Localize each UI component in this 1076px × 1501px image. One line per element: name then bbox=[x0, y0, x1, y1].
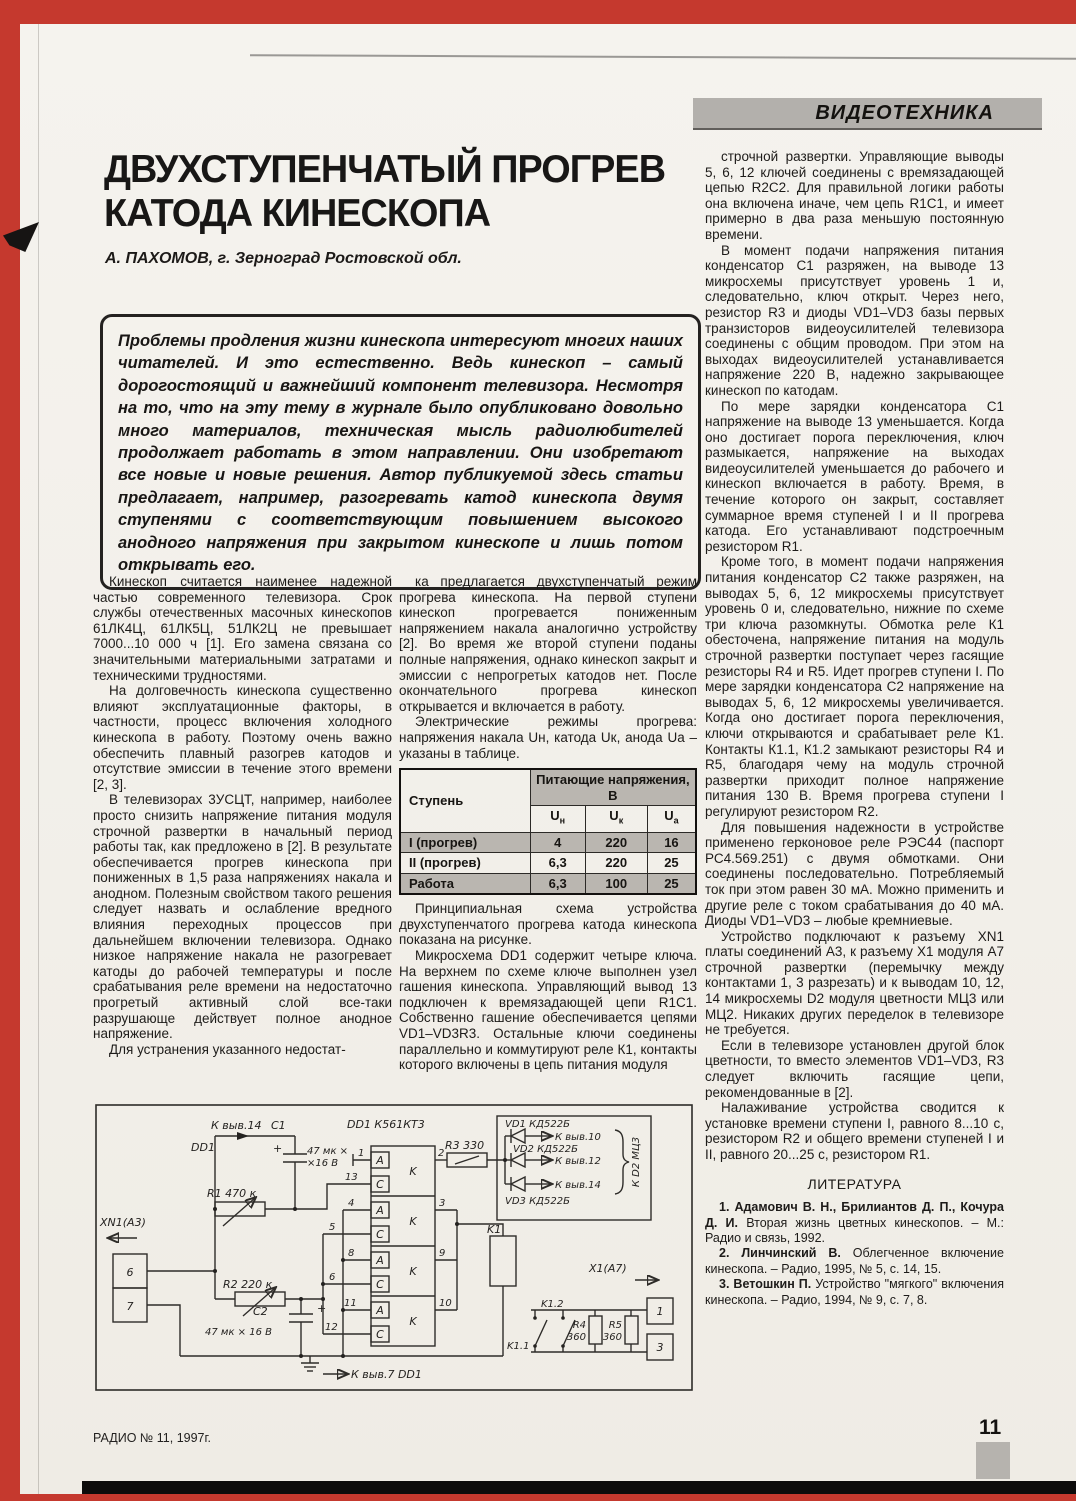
sch-label: C bbox=[376, 1228, 384, 1241]
sch-label: R2 220 к bbox=[223, 1278, 273, 1291]
sch-label: + bbox=[273, 1142, 283, 1155]
sch-label: ×16 В bbox=[307, 1158, 339, 1169]
page-fold-line bbox=[38, 24, 39, 1494]
table-row: Работа 6,3 100 25 bbox=[400, 873, 696, 894]
sch-pin: 1 bbox=[358, 1148, 365, 1159]
paragraph: Для повышения надежности в устройстве применено герконовое реле РЭС44 (паспорт РС4.569.251) с двумя обмотками. Они соединены последовательно. Потребляемый ток при этом равен 30 мА. Можно применить и другие реле с током срабатывания до 40 мА. Диоды VD1–VD3 – любые кремниевые. bbox=[705, 819, 1004, 929]
paragraph: В момент подачи напряжения питания конденсатор C1 разряжен, на выводе 13 микросхемы присутствует уровень 1 и, следовательно, ключ открыт. Через него, резистор R3 и диоды VD1–VD3 базы первых транзисторов видеоусилителей телевизора соединены с общим проводом. При этом на выходах видеоусилителей устанавливается напряжение 220 В, надежно закрывающее кинескоп по катодам. bbox=[705, 242, 1004, 398]
paragraph: ка предлагается двухступенчатый режим прогрева кинескопа. На первой ступени кинескоп прогревается пониженным напряжением накала аналогично устройству [2]. Во время же второй ступени поданы полные напряжения, однако кинескоп закрыт и эмиссии с непрогретых катодов нет. После окончательного прогрева кинескоп открывается и включается в работу. bbox=[399, 574, 697, 714]
table-header-stage: Ступень bbox=[400, 769, 530, 832]
sch-label: K bbox=[409, 1215, 417, 1228]
sch-label: A bbox=[376, 1154, 384, 1167]
sch-label: R3 330 bbox=[445, 1139, 485, 1152]
paragraph: На долговечность кинескопа существенно влияют эксплуатационные факторы, в частности, процесс включения холодного кинескопа в работу. Поэтому очень важно обеспечить плавный разогрев катодов и отсутствие эмиссии в течение этого времени [2, 3]. bbox=[93, 683, 392, 792]
sch-pin: 6 bbox=[329, 1272, 336, 1283]
sch-label: C2 bbox=[253, 1305, 268, 1318]
sch-label: C bbox=[376, 1278, 384, 1291]
paragraph: строчной развертки. Управляющие выводы 5, 6, 12 ключей соединены с времязадающей цепью R2C2. Для правильной логики работы она включена иначе, чем цепь R1C1, и имеет примерно в два раза меньшую постоянную времени. bbox=[705, 149, 1004, 242]
table-row: II (прогрев) 6,3 220 25 bbox=[400, 853, 696, 874]
page-number: 11 bbox=[979, 1416, 1002, 1439]
sch-pin: 12 bbox=[325, 1322, 338, 1333]
sch-label: R4 bbox=[572, 1320, 586, 1331]
sch-label: 1 bbox=[656, 1305, 664, 1318]
bottom-black-bar bbox=[82, 1481, 1076, 1494]
sch-label: R1 470 к bbox=[207, 1187, 257, 1200]
text-column-1 bbox=[93, 574, 392, 1057]
paragraph: Устройство подключают к разъему XN1 платы соединений А3, к разъему X1 модуля А7 строчной развертки (перемычку между контактами 1, 3 разрезать) и к выводам 10, 12, 14 микросхемы D2 модуля цветности МЦ3 или МЦ2. Никаких других переделок в телевизоре не требуется. bbox=[705, 928, 1004, 1038]
literature-item: 3. Ветошкин П. Устройство "мягкого" включения кинескопа. – Радио, 1994, № 9, с. 7, 8. bbox=[705, 1277, 1004, 1307]
sch-label: К D2 МЦ3 bbox=[631, 1136, 642, 1188]
paragraph: По мере зарядки конденсатора C1 напряжение на выводе 13 уменьшается. Когда оно достигает порога переключения, ключ размыкается, напряжение на выходах видеоусилителей уменьшается до рабочего и кинескоп включается в работу. Время, в течение которого он закрыт, составляет суммарное время ступеней I и II прогрева катода. Его устанавливают подстроечным резистором R1. bbox=[705, 398, 1004, 554]
sch-label: К выв.14 bbox=[555, 1180, 601, 1191]
sch-label: A bbox=[376, 1254, 384, 1267]
sch-label: VD1 КД522Б bbox=[505, 1119, 570, 1130]
sch-pin: 4 bbox=[348, 1198, 355, 1209]
sch-label: K1 bbox=[487, 1223, 502, 1236]
sch-label: K bbox=[409, 1165, 417, 1178]
sch-label: X1(А7) bbox=[589, 1262, 627, 1275]
title-line-1: ДВУХСТУПЕНЧАТЫЙ ПРОГРЕВ bbox=[104, 148, 666, 191]
title-line-2: КАТОДА КИНЕСКОПА bbox=[104, 192, 491, 235]
sch-label: 47 мк × 16 В bbox=[205, 1327, 272, 1338]
paragraph: Принципиальная схема устройства двухступенчатого прогрева катода кинескопа показана на рисунке. bbox=[399, 901, 697, 948]
page-number-strip bbox=[976, 1442, 1010, 1479]
sch-pin: 5 bbox=[329, 1222, 336, 1233]
paragraph: Кроме того, в момент подачи напряжения питания конденсатор C2 также разряжен, на выводах 5, 6, 12 микросхемы присутствует уровень 0 и, следовательно, нижние по схеме три ключа разомкнуты. Обмотка реле К1 обесточена, напряжение питания на модуль строчной развертки поступает через гасящие резисторы R4 и R5. Идет прогрев ступени I. По мере зарядки конденсатора C2 напряжение на выводах 5, 6, 12 микросхемы увеличивается. Когда оно достигает порога переключения, ключи открываются и срабатывает реле К1. Контакты К1.1, К1.2 замыкают резисторы R4 и R5, благодаря чему на модуль строчной развертки приходит полное напряжение питания 130 В. Время прогрева ступени I регулируют резистором R2. bbox=[705, 554, 1004, 819]
table-header-group: Питающие напряжения, В bbox=[530, 769, 696, 806]
voltage-table bbox=[399, 768, 697, 895]
sch-label: К выв.7 DD1 bbox=[351, 1368, 422, 1381]
literature-heading: ЛИТЕРАТУРА bbox=[807, 1175, 902, 1192]
sch-label: A bbox=[376, 1204, 384, 1217]
paragraph: Микросхема DD1 содержит четыре ключа. На верхнем по схеме ключе выполнен узел гашения кинескопа. Управляющий вывод 13 подключен к времязадающей цепи R1C1. Собственно гашение обеспечивается цепями VD1–VD3R3. Остальные ключи соединены параллельно и коммутируют реле К1, контакты которого включены в цепь питания модуля bbox=[399, 948, 697, 1073]
sch-label: 47 мк × bbox=[307, 1146, 349, 1157]
sch-label: 360 bbox=[602, 1332, 622, 1343]
sch-label: K bbox=[409, 1265, 417, 1278]
text-column-2 bbox=[399, 574, 697, 1073]
table-subheader: $U_н$ bbox=[530, 806, 585, 832]
table-row: I (прогрев) 4 220 16 bbox=[400, 832, 696, 853]
paragraph: В телевизорах 3УСЦТ, например, наиболее просто снизить напряжение питания модуля строчной развертки в начальный период работы так, как предложено в [2]. В результате обеспечивается прогрев кинескопа при пониженных в 1,5 раза напряжениях накала и анодном. Полезным свойством такого решения следует назвать и ослабление вредного влияния переходных процессов при дальнейшем включении телевизора. Однако низкое напряжение накала не разогревает катоды до рабочей температуры и после срабатывания реле времени на недостаточно прогретый активный слой все-таки разрушающе действует полное анодное напряжение. bbox=[93, 792, 392, 1042]
sch-label: 3 bbox=[656, 1341, 664, 1354]
sch-label: R5 bbox=[608, 1320, 622, 1331]
paragraph: Налаживание устройства сводится к установке времени ступени I, равного 8...10 с, резистором R2 и общего времени ступеней I и II, равного 20...25 с, резистором R1. bbox=[705, 1100, 1004, 1162]
article-lead: Проблемы продления жизни кинескопа интересуют многих наших читателей. И это естественно. Ведь кинескоп – самый дорогостоящий и важнейший компонент телевизора. Несмотря на то, что на эту тему в журнале было опубликовано довольно много материалов, техническая мысль радиолюбителей продолжает работать в этом направлении. Они изобретают все новые и новые решения. Автор публикуемой здесь статьи предлагает, например, разогревать катод кинескопа двумя ступенями с соответствующим повышением высокого анодного напряжения при закрытом кинескопе и лишь потом открывать его. bbox=[100, 314, 701, 590]
sch-label: K1.1 bbox=[507, 1341, 530, 1352]
footer-magazine-issue: РАДИО № 11, 1997г. bbox=[93, 1431, 212, 1445]
sch-label: VD2 КД522Б bbox=[513, 1144, 578, 1155]
sch-label: A bbox=[376, 1304, 384, 1317]
section-header-bar bbox=[693, 98, 1042, 130]
sch-label: К выв.12 bbox=[555, 1156, 601, 1167]
sch-label: DD1 К561КТ3 bbox=[347, 1118, 425, 1131]
sch-label: VD3 КД522Б bbox=[505, 1196, 570, 1207]
sch-pin: 8 bbox=[348, 1248, 355, 1259]
sch-label: C1 bbox=[271, 1119, 286, 1132]
paragraph: Электрические режимы прогрева: напряжения накала Uн, катода Uк, анода Uа – указаны в таблице. bbox=[399, 714, 697, 761]
sch-pin: 10 bbox=[439, 1298, 452, 1309]
sch-label: К выв.14 bbox=[211, 1119, 262, 1132]
sch-pin: 11 bbox=[344, 1298, 357, 1309]
paragraph: Кинескоп считается наименее надежной частью современного телевизора. Срок службы отечественных масочных кинескопов 61ЛК4Ц, 61ЛК5Ц, 51ЛК2Ц не превышает 7000...10 000 ч [1]. Его замена связана со значительными материальными затратами и техническими трудностями. bbox=[93, 574, 392, 683]
paragraph: Для устранения указанного недостат- bbox=[109, 1041, 346, 1057]
sch-label: C bbox=[376, 1328, 384, 1341]
sch-label: DD1 bbox=[191, 1141, 215, 1154]
article-author: А. ПАХОМОВ, г. Зерноград Ростовской обл. bbox=[105, 250, 462, 267]
sch-label: К выв.10 bbox=[555, 1132, 601, 1143]
sch-label: K bbox=[409, 1315, 417, 1328]
sch-label: K1.2 bbox=[541, 1299, 564, 1310]
sch-pin: 3 bbox=[439, 1198, 446, 1209]
article-title bbox=[104, 148, 686, 236]
sch-label: C bbox=[376, 1178, 384, 1191]
table-subheader: $U_а$ bbox=[647, 806, 696, 832]
sch-pin: 9 bbox=[439, 1248, 446, 1259]
sch-label: 6 bbox=[126, 1266, 134, 1279]
section-header: ВИДЕОТЕХНИКА bbox=[815, 101, 994, 124]
sch-label: + bbox=[317, 1302, 327, 1315]
sch-label: 7 bbox=[126, 1300, 134, 1313]
paragraph: Если в телевизоре установлен другой блок цветности, то вместо элементов VD1–VD3, R3 следует включить гасящие цепи, рекомендованные в [2]. bbox=[705, 1037, 1004, 1100]
table-subheader: $U_к$ bbox=[585, 806, 647, 832]
sch-pin: 2 bbox=[438, 1148, 445, 1159]
text-column-3 bbox=[705, 149, 1004, 1308]
sch-label: XN1(А3) bbox=[100, 1216, 146, 1229]
sch-label: 360 bbox=[566, 1332, 586, 1343]
literature-item: 2. Линчинский В. Облегченное включение кинескопа. – Радио, 1995, № 5, с. 14, 15. bbox=[705, 1246, 1004, 1276]
circuit-diagram bbox=[95, 1104, 693, 1391]
sch-pin: 13 bbox=[345, 1172, 358, 1183]
literature-item: 1. Адамович В. Н., Брилиантов Д. П., Кочура Д. И. Вторая жизнь цветных кинескопов. – М.: Радио и связь, 1992. bbox=[705, 1200, 1005, 1245]
